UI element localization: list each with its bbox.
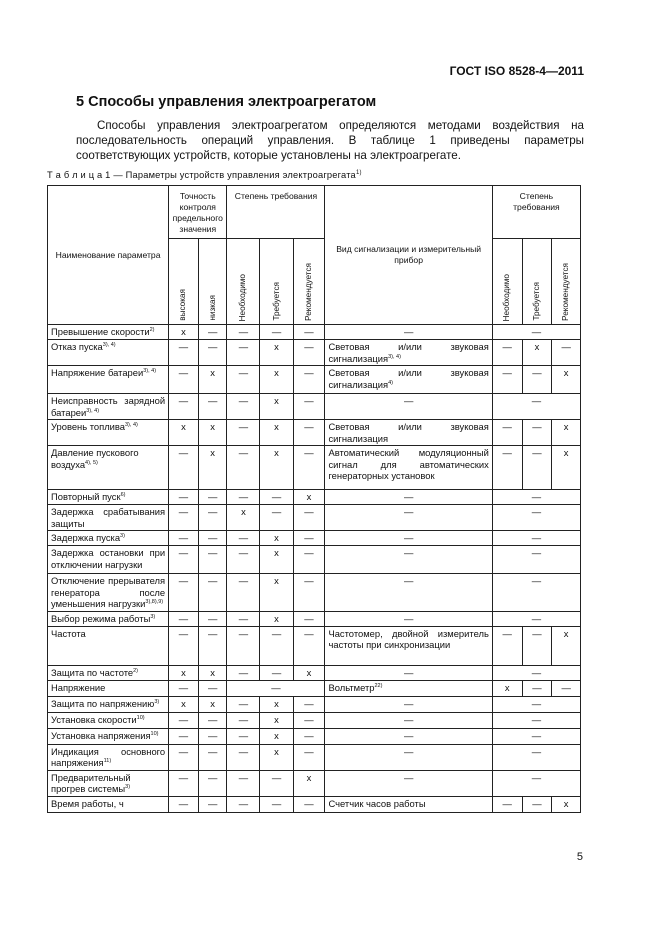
signal-text: — [403, 395, 414, 406]
degree2-merged-cell: — [492, 505, 580, 531]
signal-cell [325, 665, 492, 680]
param-name: Задержка остановки при отключении нагрузки [51, 547, 166, 570]
signal-text: — [403, 666, 414, 678]
degree-recommended-cell: — [293, 325, 325, 340]
table-row [48, 574, 581, 612]
signal-text: Световая и/или звуковая сигнализация [328, 421, 489, 444]
param-name: Установка скорости [51, 713, 137, 725]
degree2-required-cell: x [522, 340, 552, 366]
degree2-merged-cell: — [492, 611, 580, 626]
param-name-cell [48, 325, 169, 340]
signal-cell [325, 531, 492, 546]
degree2-recommended-cell: x [552, 446, 581, 490]
table-row [48, 325, 581, 340]
param-name-cell [48, 665, 169, 680]
degree-necessary-cell: — [227, 340, 260, 366]
accuracy-low-cell: — [198, 394, 227, 420]
accuracy-low-cell: — [198, 744, 227, 770]
accuracy-high-cell: — [169, 394, 199, 420]
table-caption-text: Т а б л и ц а 1 — Параметры устройств управления электроагрегата [47, 170, 356, 180]
degree2-recommended-cell: x [552, 626, 581, 665]
degree2-merged-cell: — [492, 490, 580, 505]
accuracy-high-cell: — [169, 446, 199, 490]
accuracy-high-cell: x [169, 420, 199, 446]
param-name: Выбор режима работы [51, 612, 151, 624]
header-necessary [227, 239, 260, 325]
accuracy-low-cell: — [198, 712, 227, 728]
accuracy-high-cell: — [169, 611, 199, 626]
accuracy-low-cell: — [198, 728, 227, 744]
degree2-merged-cell: — [492, 712, 580, 728]
signal-note: 22) [374, 682, 383, 689]
degree-required-cell: x [260, 696, 293, 712]
signal-cell [325, 680, 492, 696]
degree-required-cell: — [260, 796, 293, 812]
param-note: 3),8),9) [145, 599, 164, 605]
degree-recommended-cell: — [293, 728, 325, 744]
param-name-cell [48, 420, 169, 446]
degree2-recommended-cell: — [552, 680, 581, 696]
param-note: 3) [125, 784, 131, 790]
signal-cell [325, 394, 492, 420]
signal-text: — [403, 532, 414, 543]
signal-text: — [403, 771, 414, 783]
degree-recommended-cell: — [293, 446, 325, 490]
param-name-cell [48, 626, 169, 665]
degree2-merged-cell: — [492, 770, 580, 796]
table-row [48, 611, 581, 626]
degree2-required-cell: — [522, 626, 552, 665]
signal-cell [325, 446, 492, 490]
param-name-cell [48, 611, 169, 626]
param-name-cell [48, 340, 169, 366]
degree-necessary-cell: — [227, 490, 260, 505]
degree-recommended-cell: — [293, 505, 325, 531]
degree-required-cell: — [260, 770, 293, 796]
degree2-required-cell: — [522, 680, 552, 696]
degree-required-cell: x [260, 531, 293, 546]
header-required-label: Требуется [271, 282, 281, 321]
param-name-cell [48, 394, 169, 420]
accuracy-high-cell: x [169, 665, 199, 680]
param-name: Отключение прерывателя генератора после уменьшения нагрузки [51, 575, 166, 609]
param-note: 10) [150, 730, 159, 737]
signal-cell [325, 770, 492, 796]
accuracy-high-cell: — [169, 574, 199, 612]
section-title: 5 Способы управления электроагрегатом [76, 94, 377, 110]
param-name: Предварительный прогрев системы [51, 771, 131, 794]
intro-paragraph: Способы управления электроагрегатом определяются методами воздействия на последовательность операций управления. В таблице 1 приведены параметры соответствующих устройств, которые установлены на электроагрегате. [76, 119, 584, 162]
degree2-required-cell: — [522, 796, 552, 812]
degree-required-cell: x [260, 340, 293, 366]
table-row [48, 446, 581, 490]
param-name-cell [48, 680, 169, 696]
degree2-necessary-cell: — [492, 446, 522, 490]
param-name-cell [48, 505, 169, 531]
signal-text: Счетчик часов работы [328, 797, 426, 809]
param-name-cell [48, 366, 169, 394]
signal-text: Световая и/или звуковая сигнализация [328, 367, 489, 390]
header-high [169, 239, 199, 325]
param-note: 4), 5) [85, 459, 98, 466]
degree-recommended-cell: — [293, 394, 325, 420]
signal-cell [325, 712, 492, 728]
table-row [48, 696, 581, 712]
signal-cell [325, 490, 492, 505]
accuracy-high-cell: — [169, 796, 199, 812]
accuracy-low-cell: — [198, 505, 227, 531]
header-degree-left: Степень требования [227, 186, 325, 239]
accuracy-high-cell: — [169, 680, 199, 696]
header-necessary-2-label: Необходимо [502, 273, 512, 321]
table-row [48, 505, 581, 531]
accuracy-high-cell: — [169, 505, 199, 531]
degree2-required-cell: — [522, 420, 552, 446]
accuracy-low-cell: — [198, 796, 227, 812]
param-name: Уровень топлива [51, 421, 125, 432]
param-name: Давление пускового воздуха [51, 447, 139, 470]
param-name: Напряжение [51, 681, 106, 693]
signal-cell [325, 546, 492, 574]
signal-text: — [403, 506, 414, 517]
param-note: 11) [103, 758, 112, 764]
header-recommended-2 [552, 239, 581, 325]
degree-necessary-cell: — [227, 611, 260, 626]
table-caption-note: 1) [355, 170, 362, 176]
accuracy-low-cell: — [198, 626, 227, 665]
header-degree-right: Степень требования [492, 186, 580, 239]
param-name-cell [48, 490, 169, 505]
degree-necessary-cell: — [227, 728, 260, 744]
degree-necessary-cell: — [227, 696, 260, 712]
accuracy-high-cell: x [169, 696, 199, 712]
table-row [48, 665, 581, 680]
degree2-necessary-cell: — [492, 796, 522, 812]
degree-required-cell: x [260, 712, 293, 728]
header-necessary-label: Необходимо [238, 273, 248, 321]
degree-required-cell: x [260, 574, 293, 612]
table-row [48, 340, 581, 366]
signal-text: — [403, 729, 414, 741]
degree-necessary-cell: x [227, 505, 260, 531]
degree2-merged-cell: — [492, 325, 580, 340]
degree-recommended-cell: x [293, 770, 325, 796]
accuracy-low-cell: — [198, 531, 227, 546]
degree2-merged-cell: — [492, 665, 580, 680]
table-row [48, 680, 581, 696]
param-name: Задержка пуска [51, 532, 121, 543]
standard-number: ГОСТ ISO 8528-4—2011 [449, 64, 584, 78]
degree-recommended-cell: — [293, 531, 325, 546]
degree-recommended-cell: — [293, 546, 325, 574]
degree-recommended-cell: — [293, 340, 325, 366]
degree-recommended-cell: — [293, 366, 325, 394]
signal-text: — [403, 547, 414, 558]
degree2-necessary-cell: — [492, 366, 522, 394]
accuracy-low-cell: — [198, 546, 227, 574]
degree-merged-cell: — [227, 680, 325, 696]
accuracy-low-cell: — [198, 574, 227, 612]
accuracy-high-cell: — [169, 626, 199, 665]
degree2-merged-cell: — [492, 546, 580, 574]
signal-cell [325, 366, 492, 394]
accuracy-low-cell: — [198, 770, 227, 796]
signal-cell [325, 696, 492, 712]
param-name: Защита по напряжению [51, 697, 155, 709]
accuracy-high-cell: — [169, 531, 199, 546]
table-row [48, 366, 581, 394]
degree-recommended-cell: x [293, 490, 325, 505]
param-name: Защита по частоте [51, 666, 134, 678]
page-number: 5 [576, 851, 583, 863]
degree-recommended-cell: — [293, 626, 325, 665]
param-name: Установка напряжения [51, 729, 151, 741]
signal-cell [325, 728, 492, 744]
degree2-required-cell: — [522, 446, 552, 490]
header-necessary-2 [492, 239, 522, 325]
header-accuracy: Точность контроля предельного значения [169, 186, 227, 239]
param-note: 10) [136, 714, 145, 721]
param-name: Отказ пуска [51, 341, 103, 352]
degree2-recommended-cell: x [552, 420, 581, 446]
degree-required-cell: x [260, 611, 293, 626]
degree-recommended-cell: — [293, 574, 325, 612]
degree-necessary-cell: — [227, 394, 260, 420]
header-high-label: высокая [178, 289, 188, 321]
accuracy-high-cell: — [169, 728, 199, 744]
degree2-recommended-cell: x [552, 796, 581, 812]
accuracy-high-cell: — [169, 340, 199, 366]
degree-required-cell: x [260, 446, 293, 490]
signal-text: — [403, 745, 414, 757]
signal-text: — [403, 491, 414, 502]
signal-text: Автоматический модуляционный сигнал для автоматических генераторных установок [328, 447, 489, 481]
param-name-cell [48, 696, 169, 712]
signal-text: — [403, 713, 414, 725]
degree-necessary-cell: — [227, 366, 260, 394]
degree-necessary-cell: — [227, 546, 260, 574]
param-name: Превышение скорости [51, 326, 150, 337]
header-required-2 [522, 239, 552, 325]
param-note: 2) [149, 327, 155, 333]
degree2-merged-cell: — [492, 574, 580, 612]
degree-necessary-cell: — [227, 531, 260, 546]
header-recommended-2-label: Рекомендуется [561, 263, 571, 321]
param-note: 3) [154, 698, 160, 705]
table-row [48, 744, 581, 770]
signal-cell [325, 325, 492, 340]
param-name-cell [48, 770, 169, 796]
accuracy-low-cell: x [198, 665, 227, 680]
accuracy-low-cell: x [198, 420, 227, 446]
param-note: 2) [133, 667, 139, 674]
table-row [48, 712, 581, 728]
signal-cell [325, 611, 492, 626]
degree2-merged-cell: — [492, 744, 580, 770]
param-name-cell [48, 446, 169, 490]
degree-required-cell: x [260, 546, 293, 574]
degree-recommended-cell: — [293, 696, 325, 712]
param-note: 6) [120, 492, 126, 498]
table-row [48, 490, 581, 505]
signal-text: — [403, 575, 414, 586]
degree-recommended-cell: — [293, 796, 325, 812]
param-name-cell [48, 728, 169, 744]
param-name-cell [48, 744, 169, 770]
signal-text: — [403, 612, 414, 624]
accuracy-low-cell: — [198, 490, 227, 505]
degree-required-cell: — [260, 505, 293, 531]
header-recommended [293, 239, 325, 325]
signal-text: Вольтметр [328, 681, 375, 693]
degree-recommended-cell: — [293, 744, 325, 770]
degree-required-cell: — [260, 665, 293, 680]
table-caption [47, 170, 362, 180]
degree-necessary-cell: — [227, 712, 260, 728]
accuracy-low-cell: x [198, 696, 227, 712]
degree2-necessary-cell: — [492, 420, 522, 446]
degree2-necessary-cell: x [492, 680, 522, 696]
degree-required-cell: x [260, 366, 293, 394]
accuracy-low-cell: — [198, 611, 227, 626]
param-note: 3), 4) [102, 342, 116, 348]
accuracy-low-cell: x [198, 446, 227, 490]
degree-recommended-cell: — [293, 611, 325, 626]
param-name: Задержка срабатывания защиты [51, 506, 166, 529]
degree-necessary-cell: — [227, 770, 260, 796]
header-required-2-label: Требуется [531, 282, 541, 321]
degree2-merged-cell: — [492, 531, 580, 546]
degree-recommended-cell: — [293, 712, 325, 728]
accuracy-low-cell: — [198, 340, 227, 366]
accuracy-high-cell: — [169, 744, 199, 770]
degree-required-cell: — [260, 626, 293, 665]
header-signal: Вид сигнализации и измерительный прибор [325, 186, 492, 325]
param-name: Время работы, ч [51, 797, 124, 809]
signal-text: Световая и/или звуковая сигнализация [328, 341, 489, 364]
degree-necessary-cell: — [227, 325, 260, 340]
degree-necessary-cell: — [227, 574, 260, 612]
accuracy-high-cell: — [169, 546, 199, 574]
param-note: 3), 4) [125, 422, 138, 428]
degree-required-cell: x [260, 728, 293, 744]
table-row [48, 770, 581, 796]
signal-text: — [403, 697, 414, 709]
signal-cell [325, 796, 492, 812]
degree2-necessary-cell: — [492, 340, 522, 366]
param-note: 3) [120, 533, 125, 539]
degree-necessary-cell: — [227, 420, 260, 446]
signal-note: 4) [388, 379, 393, 386]
degree-required-cell: x [260, 744, 293, 770]
signal-cell [325, 505, 492, 531]
param-note: 3), 4) [86, 407, 100, 414]
param-name-cell [48, 531, 169, 546]
param-name-cell [48, 574, 169, 612]
degree-required-cell: x [260, 394, 293, 420]
table-row [48, 394, 581, 420]
degree-recommended-cell: x [293, 665, 325, 680]
accuracy-high-cell: — [169, 490, 199, 505]
accuracy-high-cell: — [169, 366, 199, 394]
param-name: Частота [51, 627, 86, 639]
table-row [48, 796, 581, 812]
degree2-merged-cell: — [492, 394, 580, 420]
table-row [48, 626, 581, 665]
degree-necessary-cell: — [227, 744, 260, 770]
signal-text: Частотомер, двойной измеритель частоты при синхронизации [328, 627, 489, 650]
param-note: 3) [150, 613, 156, 620]
param-name: Индикация основного напряжения [51, 745, 166, 768]
table-row [48, 728, 581, 744]
table-row [48, 546, 581, 574]
header-required [260, 239, 293, 325]
param-name: Неисправность зарядной батареи [51, 395, 166, 418]
degree2-merged-cell: — [492, 728, 580, 744]
signal-cell [325, 420, 492, 446]
degree-required-cell: — [260, 490, 293, 505]
accuracy-low-cell: x [198, 366, 227, 394]
accuracy-high-cell: — [169, 770, 199, 796]
param-name: Напряжение батареи [51, 367, 144, 378]
accuracy-high-cell: — [169, 712, 199, 728]
param-name: Повторный пуск [51, 491, 121, 502]
degree2-recommended-cell: x [552, 366, 581, 394]
accuracy-high-cell: x [169, 325, 199, 340]
degree-necessary-cell: — [227, 446, 260, 490]
degree2-recommended-cell: — [552, 340, 581, 366]
accuracy-low-cell: — [198, 680, 227, 696]
signal-cell [325, 574, 492, 612]
param-name-cell [48, 712, 169, 728]
signal-text: — [403, 326, 414, 337]
table-body [48, 325, 581, 813]
degree2-necessary-cell: — [492, 626, 522, 665]
degree-required-cell: x [260, 420, 293, 446]
header-recommended-label: Рекомендуется [303, 263, 313, 321]
parameters-table [47, 185, 581, 813]
table-row [48, 420, 581, 446]
param-name-cell [48, 796, 169, 812]
degree2-merged-cell: — [492, 696, 580, 712]
degree-necessary-cell: — [227, 665, 260, 680]
accuracy-low-cell: — [198, 325, 227, 340]
signal-cell [325, 340, 492, 366]
degree-recommended-cell: — [293, 420, 325, 446]
header-low-label: низкая [207, 295, 217, 321]
header-param: Наименование параметра [48, 186, 169, 325]
degree2-required-cell: — [522, 366, 552, 394]
degree-necessary-cell: — [227, 796, 260, 812]
param-name-cell [48, 546, 169, 574]
param-note: 3), 4) [143, 368, 157, 374]
signal-note: 3), 4) [388, 353, 401, 360]
degree-required-cell: — [260, 325, 293, 340]
signal-cell [325, 626, 492, 665]
header-low [198, 239, 227, 325]
table-row [48, 531, 581, 546]
signal-cell [325, 744, 492, 770]
degree-necessary-cell: — [227, 626, 260, 665]
